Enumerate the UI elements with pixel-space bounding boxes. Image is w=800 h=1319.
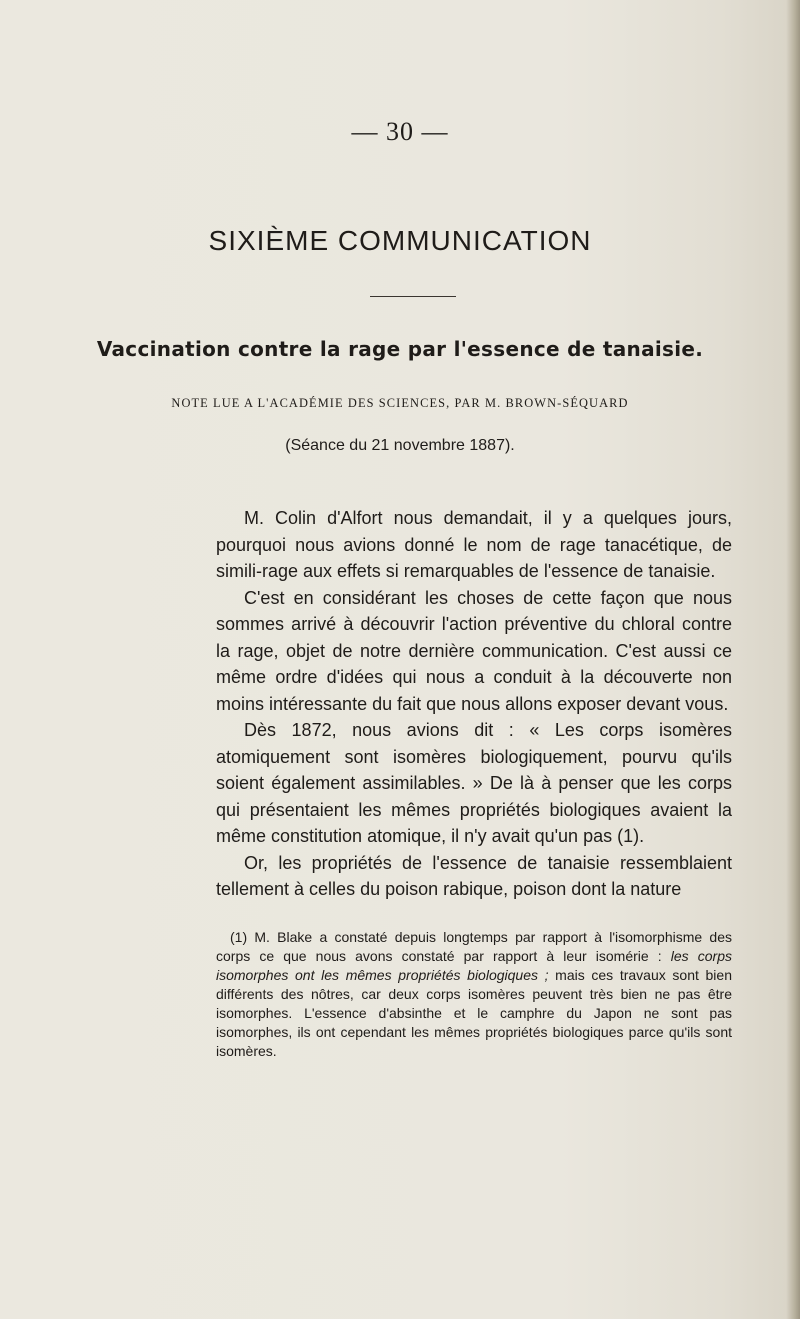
- body-paragraph: C'est en considérant les choses de cette façon que nous sommes arrivé à découvrir l'action préventive du chloral contre la rage, objet de notre dernière communication. C'est aussi ce même ordre d'idées qui nous a conduit à la découverte non moins intéressante du fait que nous allons exposer devant vous.: [216, 587, 732, 714]
- article-title: Vaccination contre la rage par l'essence de tanaisie.: [96, 337, 704, 361]
- body-paragraph: M. Colin d'Alfort nous demandait, il y a quelques jours, pourquoi nous avions donné le nom de rage tanacétique, de simili-rage aux effets si remarquables de l'essence de tanaisie.: [216, 508, 732, 581]
- footnote-paragraph: [216, 928, 732, 1061]
- footnote: [216, 928, 732, 1061]
- footnote-text-end: mais ces travaux sont bien différents des nôtres, car deux corps isomères peuvent très bien ne pas être isomorphes. L'essence d'absinthe et le camphre du Japon ne sont pas isomorphes, ils ont cependant les mêmes propriétés biologiques parce qu'ils sont isomères.: [216, 967, 732, 1059]
- footnote-text-start: (1) M. Blake a constaté depuis longtemps par rapport à l'isomorphisme des corps ce que nous avons constaté par rapport à leur isomérie :: [216, 929, 732, 964]
- page-edge-shadow: [786, 0, 800, 1319]
- page-number: — 30 —: [351, 117, 449, 146]
- body-text: [216, 505, 732, 903]
- footnote-italic-quote: les corps isomorphes ont les mêmes propriétés biologiques ;: [216, 948, 732, 983]
- title-divider: [370, 296, 456, 297]
- note-byline: NOTE LUE A L'ACADÉMIE DES SCIENCES, PAR M. BROWN-SÉQUARD: [171, 396, 629, 410]
- body-paragraph: Or, les propriétés de l'essence de tanaisie ressemblaient tellement à celles du poison rabique, poison dont la nature: [216, 852, 732, 899]
- body-paragraph: Dès 1872, nous avions dit : « Les corps isomères atomiquement sont isomères biologiquement, pourvu qu'ils soient également assimilables. » De là à penser que les corps qui présentaient les mêmes propriétés biologiques avaient la même constitution atomique, il n'y avait qu'un pas (1).: [216, 720, 732, 846]
- section-title: SIXIÈME COMMUNICATION: [208, 225, 592, 256]
- session-date: (Séance du 21 novembre 1887).: [285, 437, 515, 454]
